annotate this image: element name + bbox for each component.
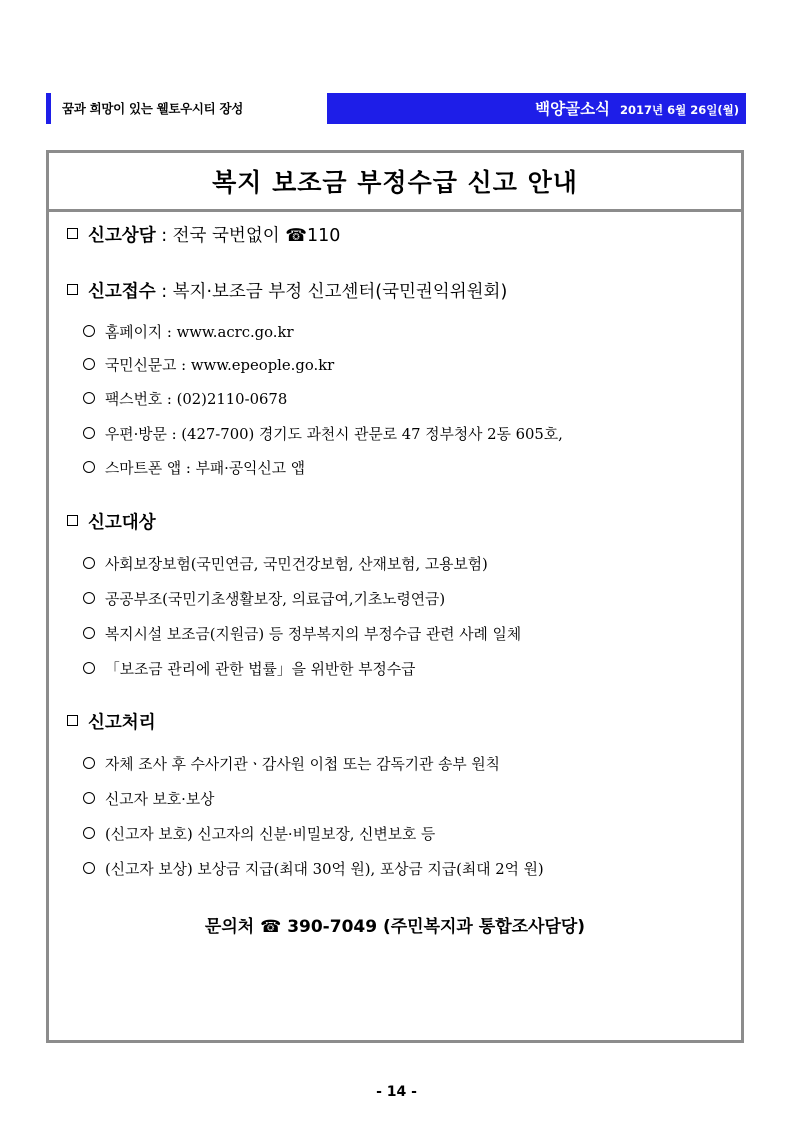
- list-item: (신고자 보호) 신고자의 신분·비밀보장, 신변보호 등: [83, 824, 435, 846]
- list-item: 복지시설 보조금(지원금) 등 정부복지의 부정수급 관련 사례 일체: [83, 624, 521, 646]
- section-text: : 복지·보조금 부정 신고센터(국민권익위원회): [155, 282, 508, 302]
- header-slogan: 꿈과 희망이 있는 웰토우시티 장성: [62, 101, 244, 116]
- list-item: 자체 조사 후 수사기관ㆍ감사원 이첩 또는 감독기관 송부 원칙: [83, 754, 500, 776]
- section-consultation: [67, 224, 340, 248]
- issue-date: 2017년 6월 26일(월): [620, 103, 739, 117]
- section-text: : 전국 국번없이 ☎110: [155, 226, 341, 246]
- section-targets: [67, 511, 156, 535]
- list-item: 사회보장보험(국민연금, 국민건강보험, 산재보험, 고용보험): [83, 554, 488, 576]
- circle-bullet-icon: [83, 461, 95, 473]
- square-bullet-icon: [67, 228, 78, 239]
- section-reception: [67, 280, 507, 304]
- section-heading: 신고대상: [88, 513, 156, 533]
- circle-bullet-icon: [83, 757, 95, 769]
- list-item: 신고자 보호·보상: [83, 789, 214, 811]
- square-bullet-icon: [67, 715, 78, 726]
- section-heading: 신고상담: [88, 226, 156, 246]
- circle-bullet-icon: [83, 325, 95, 337]
- contact-info: 문의처 ☎ 390-7049 (주민복지과 통합조사담당): [204, 917, 586, 937]
- list-item: 스마트폰 앱 : 부패·공익신고 앱: [83, 458, 305, 480]
- circle-bullet-icon: [83, 792, 95, 804]
- newsletter-name: 백양골소식: [535, 100, 611, 118]
- circle-bullet-icon: [83, 557, 95, 569]
- page-title: 복지 보조금 부정수급 신고 안내: [49, 153, 741, 212]
- section-heading: 신고접수: [88, 282, 156, 302]
- list-item: 우편·방문 : (427-700) 경기도 과천시 관문로 47 정부청사 2동 605호,: [83, 424, 563, 446]
- header-accent-bar: [46, 93, 51, 124]
- circle-bullet-icon: [83, 358, 95, 370]
- circle-bullet-icon: [83, 827, 95, 839]
- list-item: 홈페이지 : www.acrc.go.kr: [83, 322, 294, 344]
- circle-bullet-icon: [83, 392, 95, 404]
- list-item: 국민신문고 : www.epeople.go.kr: [83, 355, 334, 377]
- page-number: - 14 -: [376, 1084, 417, 1100]
- notice-box: [46, 150, 744, 1043]
- square-bullet-icon: [67, 515, 78, 526]
- square-bullet-icon: [67, 284, 78, 295]
- list-item: 팩스번호 : (02)2110-0678: [83, 389, 287, 411]
- section-heading: 신고처리: [88, 713, 156, 733]
- circle-bullet-icon: [83, 627, 95, 639]
- header-banner: [327, 93, 746, 124]
- circle-bullet-icon: [83, 662, 95, 674]
- circle-bullet-icon: [83, 592, 95, 604]
- list-item: 공공부조(국민기초생활보장, 의료급여,기초노령연금): [83, 589, 445, 611]
- circle-bullet-icon: [83, 427, 95, 439]
- list-item: 「보조금 관리에 관한 법률」을 위반한 부정수급: [83, 659, 415, 681]
- list-item: (신고자 보상) 보상금 지급(최대 30억 원), 포상금 지급(최대 2억 원): [83, 859, 544, 881]
- circle-bullet-icon: [83, 862, 95, 874]
- section-processing: [67, 711, 156, 735]
